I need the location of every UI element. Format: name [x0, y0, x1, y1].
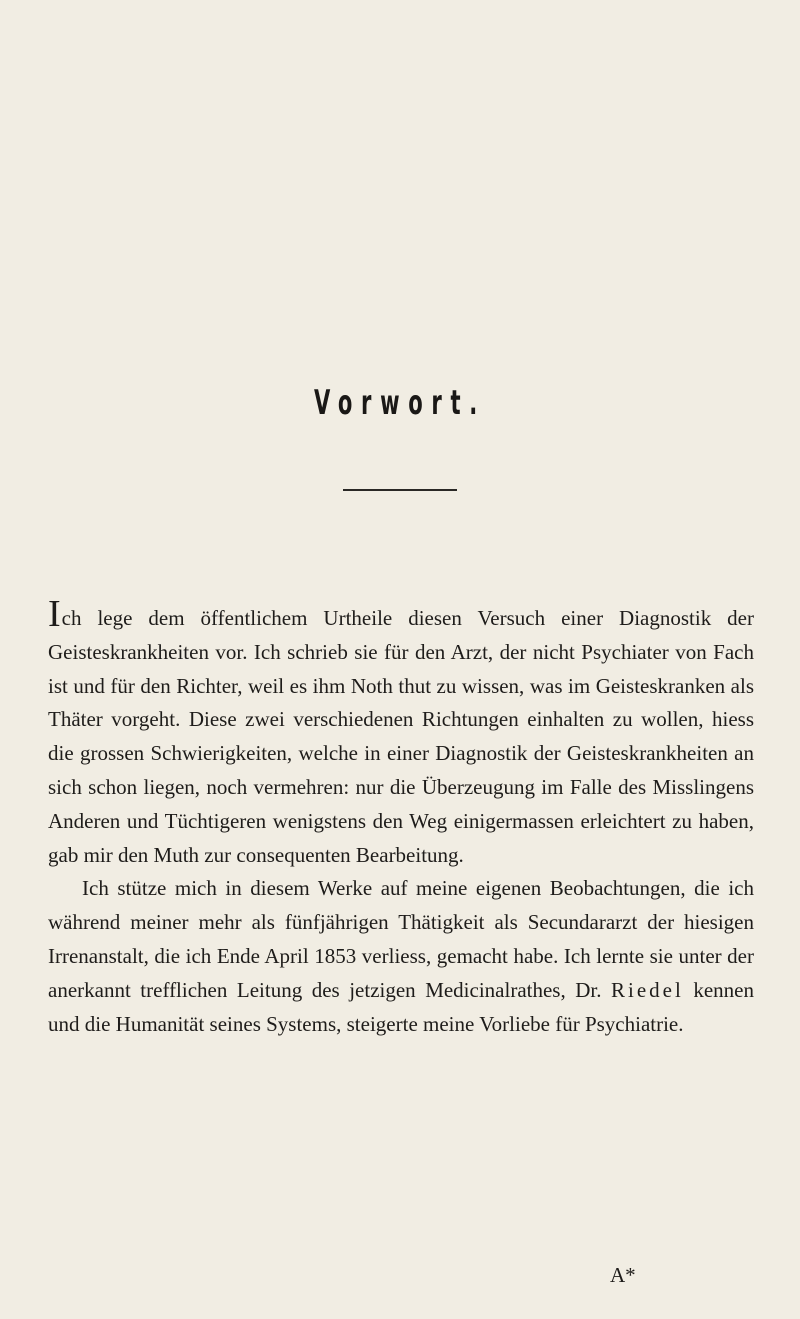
paragraph-1-text: ch lege dem öffentlichem Urtheile diesen Versuch einer Diagnostik der Geisteskrankheiten vor. Ich schrieb sie für den Arzt, der nicht Psychiater von Fach ist und für den Richter, weil es ihm Noth thut zu wissen, was im Geisteskranken als Thäter vorgeht. Diese zwei verschiedenen Richtungen einhalten zu wollen, hiess die grossen Schwierigkeiten, welche in einer Diagnostik der Geisteskrankheiten an sich schon liegen, noch vermehren: nur die Überzeugung im Falle des Misslingens Anderen und Tüchtigeren wenigstens den Weg einigermassen erleichtert zu haben, gab mir den Muth zur consequenten Bearbeitung.	[48, 606, 754, 867]
paragraph-2	[48, 872, 754, 1041]
title-divider	[343, 489, 457, 491]
paragraph-2-text-a: Ich stütze mich in diesem Werke auf meine eigenen Beobachtungen, die ich während meiner mehr als fünfjährigen Thätigkeit als Secundararzt der hiesigen Irrenanstalt, die ich Ende April 1853 verliess, gemacht habe. Ich lernte sie unter der anerkannt trefflichen Leitung des jetzigen Medicinalrathes, Dr.	[48, 876, 754, 1002]
paragraph-1	[48, 593, 754, 872]
signature-mark: A*	[610, 1263, 636, 1287]
page-title: Vorwort.	[314, 383, 486, 423]
initial-letter: I	[48, 593, 61, 635]
preface-body	[48, 593, 754, 1041]
paragraph-2-text-b: kennen und die Humanität seines Systems, steigerte meine Vorliebe für Psychiatrie.	[48, 977, 754, 1036]
person-name: Riedel	[611, 977, 684, 1002]
